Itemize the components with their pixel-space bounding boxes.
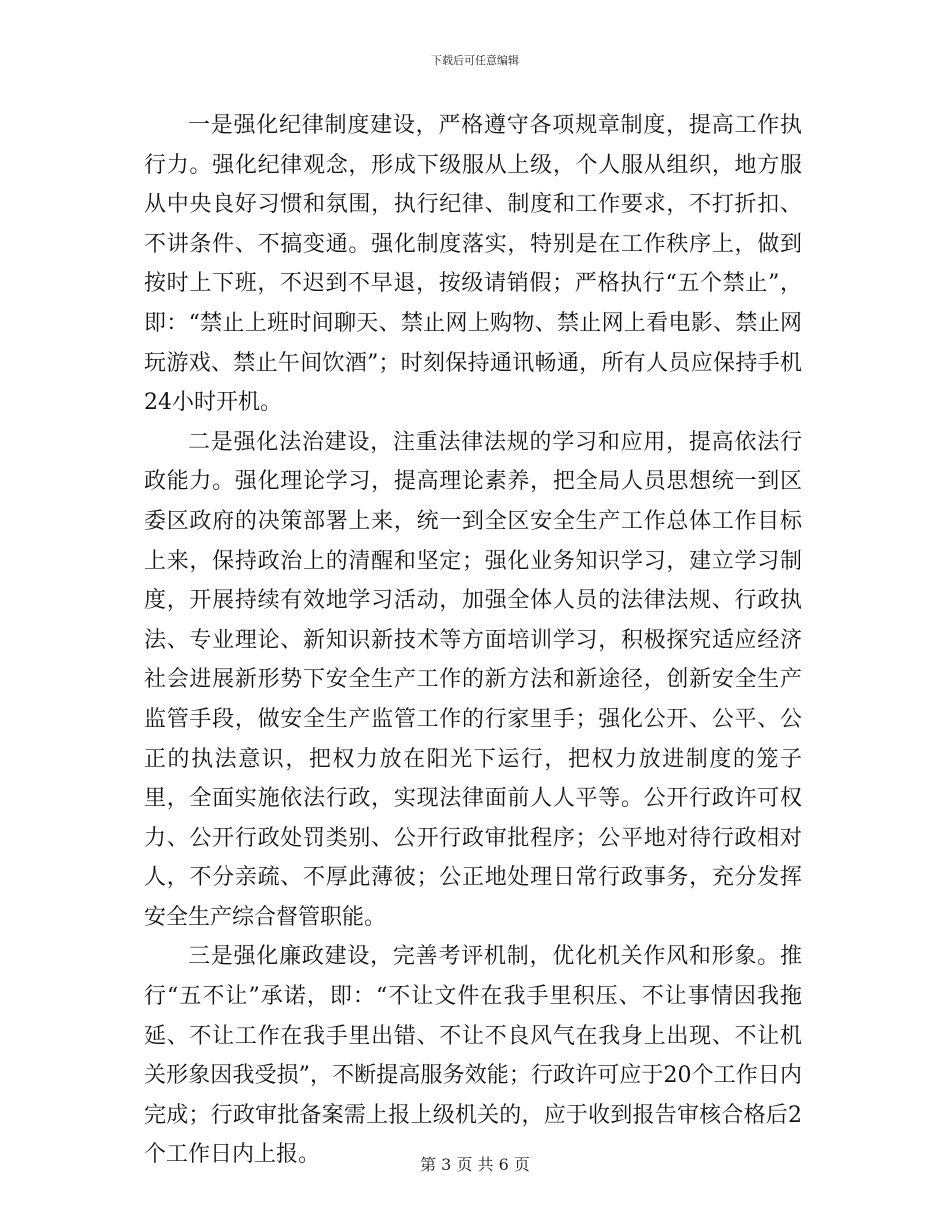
paragraph-integrity: 三是强化廉政建设，完善考评机制，优化机关作风和形象。推行“五不让”承诺，即：“不让文件在我手里积压、不让事情因我拖延、不让工作在我手里出错、不让不良风气在我身上出现、不让机关形象因我受损”，不断提高服务效能；行政许可应于20个工作日内完成；行政审批备案需上报上级机关的，应于收到报告审核合格后2个工作日内上报。: [144, 944, 802, 1168]
page-number: 第 3 页 共 6 页: [420, 1155, 530, 1174]
page-header-note: 下载后可任意编辑: [431, 54, 519, 67]
document-body: [144, 106, 802, 1175]
paragraph-discipline: 一是强化纪律制度建设，严格遵守各项规章制度，提高工作执行力。强化纪律观念，形成下级服从上级，个人服从组织，地方服从中央良好习惯和氛围，执行纪律、制度和工作要求，不打折扣、不讲条件、不搞变通。强化制度落实，特别是在工作秩序上，做到按时上下班，不迟到不早退，按级请销假；严格执行“五个禁止”，即：“禁止上班时间聊天、禁止网上购物、禁止网上看电影、禁止网玩游戏、禁止午间饮酒”；时刻保持通讯畅通，所有人员应保持手机24小时开机。: [144, 113, 802, 416]
paragraph-rule-of-law: 二是强化法治建设，注重法律法规的学习和应用，提高依法行政能力。强化理论学习，提高理论素养，把全局人员思想统一到区委区政府的决策部署上来，统一到全区安全生产工作总体工作目标上来，保持政治上的清醒和坚定；强化业务知识学习，建立学习制度，开展持续有效地学习活动，加强全体人员的法律法规、行政执法、专业理论、新知识新技术等方面培训学习，积极探究适应经济社会进展新形势下安全生产工作的新方法和新途径，创新安全生产监管手段，做安全生产监管工作的行家里手；强化公开、公平、公正的执法意识，把权力放在阳光下运行，把权力放进制度的笼子里，全面实施依法行政，实现法律面前人人平等。公开行政许可权力、公开行政处罚类别、公开行政审批程序；公平地对待行政相对人，不分亲疏、不厚此薄彼；公正地处理日常行政事务，充分发挥安全生产综合督管职能。: [144, 429, 802, 930]
